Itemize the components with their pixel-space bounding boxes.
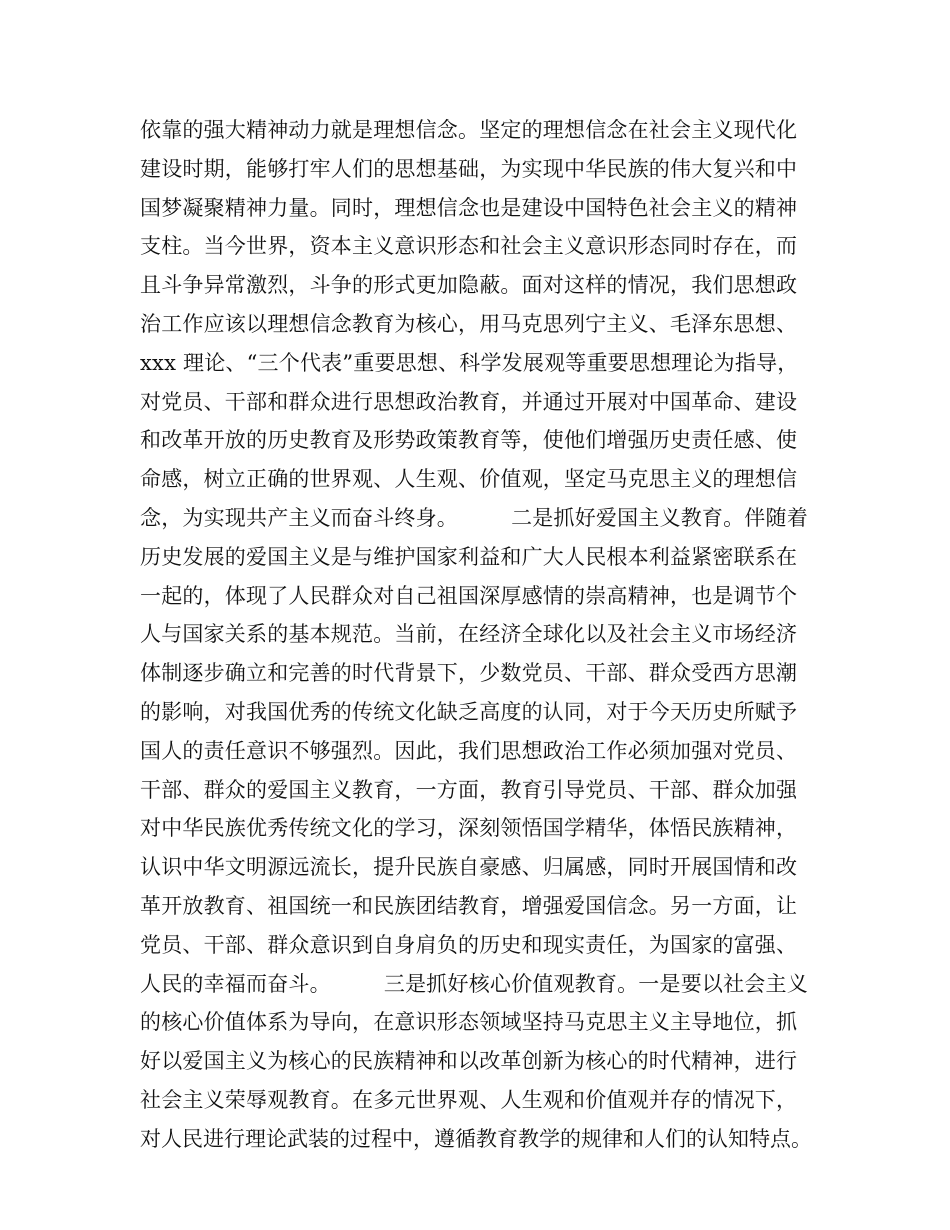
text-line-14: 人与国家关系的基本规范。当前，在经济全球化以及社会主义市场经济 [140, 622, 798, 647]
text-line-9: 和改革开放的历史教育及形势政策教育等，使他们增强历史责任感、使 [140, 428, 798, 453]
text-line-7: xxx 理论、“三个代表”重要思想、科学发展观等重要思想理论为指导， [140, 350, 799, 375]
text-line-10: 命感，树立正确的世界观、人生观、价值观，坚定马克思主义的理想信 [140, 467, 798, 492]
text-line-19: 对中华民族优秀传统文化的学习，深刻领悟国学精华，体悟民族精神， [140, 816, 798, 841]
text-line-15: 体制逐步确立和完善的时代背景下，少数党员、干部、群众受西方思潮 [140, 661, 798, 686]
text-line-27: 对人民进行理论武装的过程中，遵循教育教学的规律和人们的认知特点。 [140, 1126, 812, 1151]
text-line-18: 干部、群众的爱国主义教育，一方面，教育引导党员、干部、群众加强 [140, 777, 798, 802]
text-line-3: 国梦凝聚精神力量。同时，理想信念也是建设中国特色社会主义的精神 [140, 195, 798, 220]
body-text [140, 111, 840, 1159]
text-line-12: 历史发展的爱国主义是与维护国家利益和广大人民根本利益紧密联系在 [140, 544, 798, 569]
text-line-2: 建设时期，能够打牢人们的思想基础，为实现中华民族的伟大复兴和中 [140, 156, 798, 181]
text-line-5: 且斗争异常激烈，斗争的形式更加隐蔽。面对这样的情况，我们思想政 [140, 273, 798, 298]
text-line-21: 革开放教育、祖国统一和民族团结教育，增强爱国信念。另一方面，让 [140, 893, 798, 918]
text-line-25: 好以爱国主义为核心的民族精神和以改革创新为核心的时代精神，进行 [140, 1049, 798, 1074]
text-line-23: 人民的幸福而奋斗。 三是抓好核心价值观教育。一是要以社会主义 [140, 971, 808, 996]
text-line-4: 支柱。当今世界，资本主义意识形态和社会主义意识形态同时存在，而 [140, 234, 798, 259]
text-line-17: 国人的责任意识不够强烈。因此，我们思想政治工作必须加强对党员、 [140, 738, 798, 763]
text-line-22: 党员、干部、群众意识到自身肩负的历史和现实责任，为国家的富强、 [140, 932, 798, 957]
text-line-20: 认识中华文明源远流长，提升民族自豪感、归属感，同时开展国情和改 [140, 855, 798, 880]
text-line-13: 一起的，体现了人民群众对自己祖国深厚感情的崇高精神，也是调节个 [140, 583, 798, 608]
text-line-24: 的核心价值体系为导向，在意识形态领域坚持马克思主义主导地位，抓 [140, 1010, 798, 1035]
text-line-6: 治工作应该以理想信念教育为核心，用马克思列宁主义、毛泽东思想、 [140, 311, 798, 336]
text-line-8: 对党员、干部和群众进行思想政治教育，并通过开展对中国革命、建设 [140, 389, 798, 414]
text-line-11: 念，为实现共产主义而奋斗终身。 二是抓好爱国主义教育。伴随着 [140, 505, 808, 530]
text-line-1: 依靠的强大精神动力就是理想信念。坚定的理想信念在社会主义现代化 [140, 118, 798, 142]
text-line-26: 社会主义荣辱观教育。在多元世界观、人生观和价值观并存的情况下， [140, 1087, 798, 1112]
text-line-16: 的影响，对我国优秀的传统文化缺乏高度的认同，对于今天历史所赋予 [140, 699, 798, 724]
